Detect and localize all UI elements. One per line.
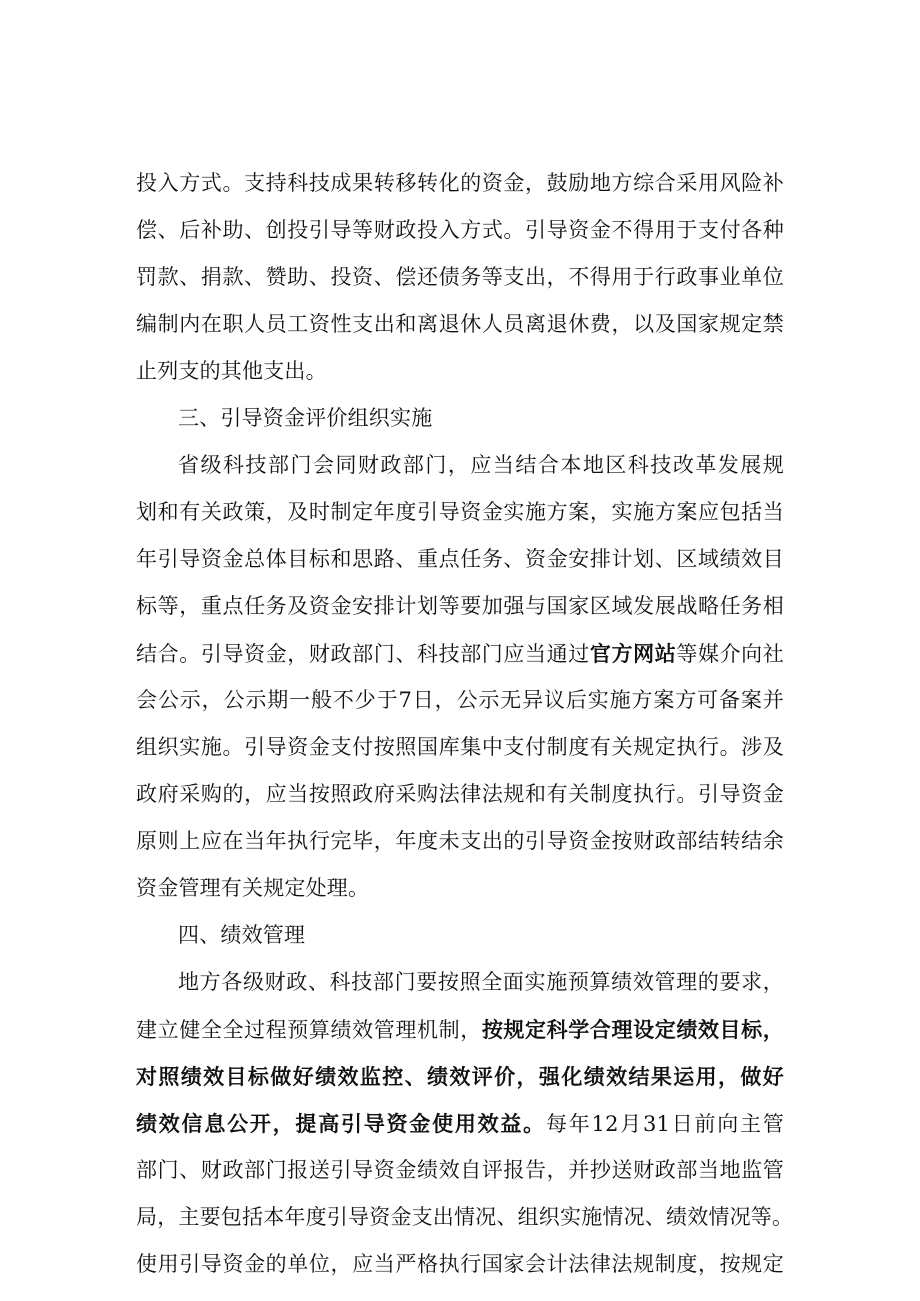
paragraph-line (136, 630, 784, 677)
paragraph-line: 投入方式。支持科技成果转移转化的资金，鼓励地方综合采用风险补 (136, 171, 784, 195)
paragraph-line (136, 1006, 784, 1053)
paragraph-line: 偿、后补助、创投引导等财政投入方式。引导资金不得用于支付各种 (136, 218, 784, 242)
paragraph-line: 局，主要包括本年度引导资金支出情况、组织实施情况、绩效情况等。 (136, 1205, 794, 1229)
paragraph-line (136, 1100, 784, 1147)
paragraph-line: 止列支的其他支出。 (136, 359, 327, 383)
paragraph-line: 标等，重点任务及资金安排计划等要加强与国家区域发展战略任务相 (136, 594, 784, 618)
section-heading-3: 三、引导资金评价组织实施 (178, 406, 433, 430)
paragraph-line: 对照绩效目标做好绩效监控、绩效评价，强化绩效结果运用，做好 (136, 1064, 784, 1089)
paragraph-line: 使用引导资金的单位，应当严格执行国家会计法律法规制度，按规定 (136, 1252, 784, 1276)
text-span: 建立健全全过程预算绩效管理机制， (136, 1018, 482, 1042)
paragraph-line: 划和有关政策，及时制定年度引导资金实施方案，实施方案应包括当 (136, 500, 784, 524)
paragraph-line: 政府采购的，应当按照政府采购法律法规和有关制度执行。引导资金 (136, 782, 784, 806)
paragraph-line: 编制内在职人员工资性支出和离退休人员离退休费，以及国家规定禁 (136, 312, 784, 336)
official-website-highlight: 官方网站 (589, 641, 677, 666)
bold-text: 按规定科学合理设定绩效目标， (481, 1017, 784, 1042)
paragraph-line: 会公示，公示期一般不少于7日，公示无异议后实施方案方可备案并 (136, 688, 784, 712)
text-span: 每年12月31日前向主管 (545, 1112, 784, 1136)
paragraph-line: 原则上应在当年执行完毕，年度未支出的引导资金按财政部结转结余 (136, 829, 784, 853)
bold-text: 绩效信息公开，提高引导资金使用效益。 (136, 1111, 546, 1136)
paragraph-line: 资金管理有关规定处理。 (136, 876, 370, 900)
paragraph-line: 罚款、捐款、赞助、投资、偿还债务等支出，不得用于行政事业单位 (136, 265, 784, 289)
section-heading-4: 四、绩效管理 (178, 923, 306, 947)
paragraph-line: 组织实施。引导资金支付按照国库集中支付制度有关规定执行。涉及 (136, 735, 784, 759)
paragraph-line: 省级科技部门会同财政部门，应当结合本地区科技改革发展规 (178, 453, 784, 477)
text-span: 等媒介向社 (676, 642, 784, 666)
paragraph-line: 部门、财政部门报送引导资金绩效自评报告，并抄送财政部当地监管 (136, 1158, 784, 1182)
text-span: 结合。引导资金，财政部门、科技部门应当通过 (136, 642, 590, 666)
document-body (136, 160, 794, 1288)
paragraph-line: 地方各级财政、科技部门要按照全面实施预算绩效管理的要求， (178, 970, 784, 994)
paragraph-line: 年引导资金总体目标和思路、重点任务、资金安排计划、区域绩效目 (136, 547, 784, 571)
